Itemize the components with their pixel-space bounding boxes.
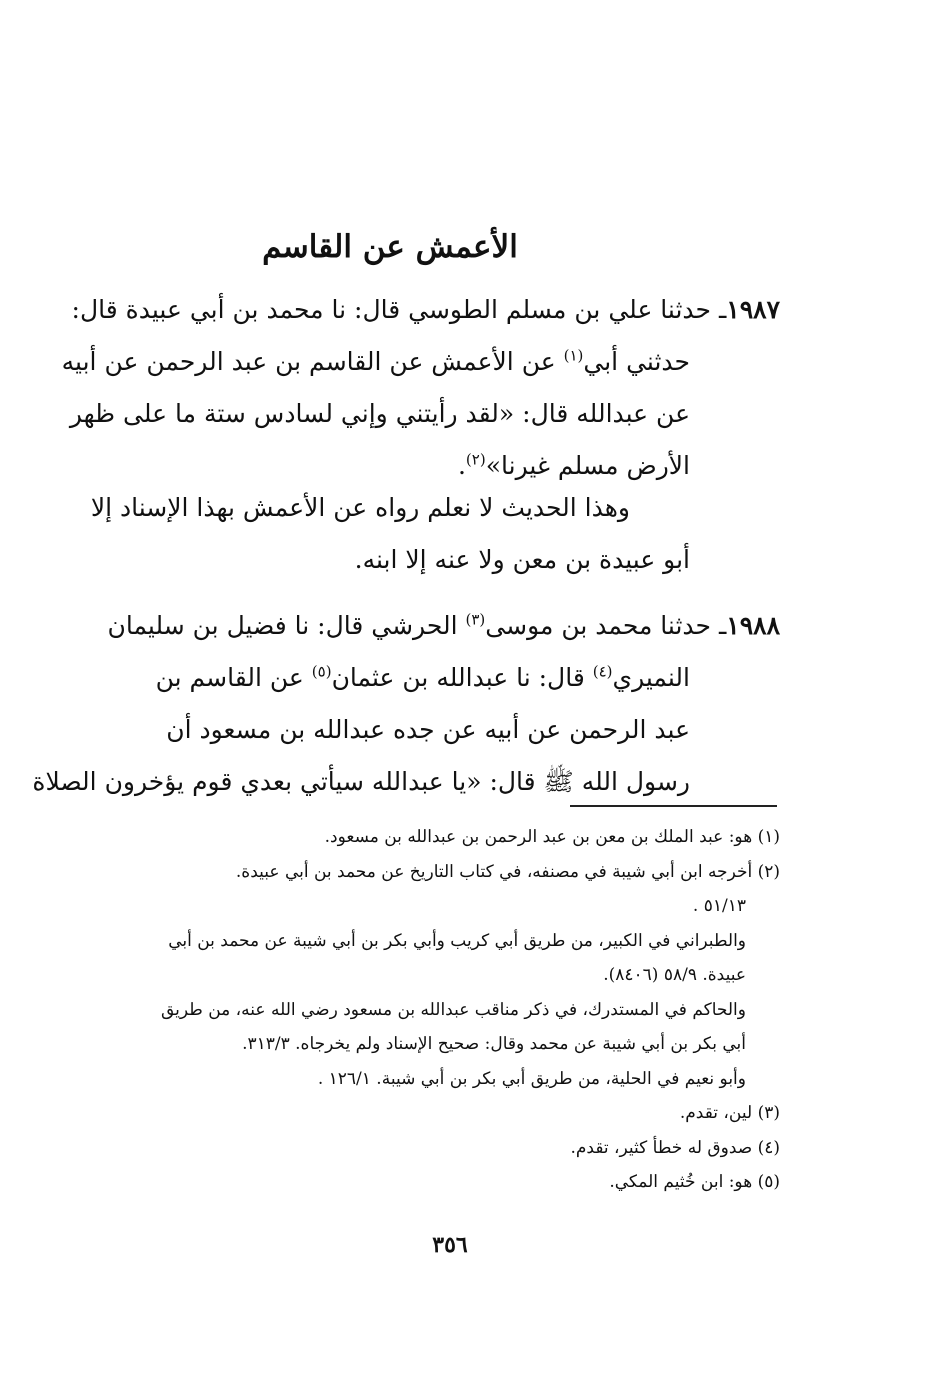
footnote-3: (٣) لين، تقدم. — [679, 1103, 780, 1123]
hadith-1987-line-1: ١٩٨٧ـ حدثنا علي بن مسلم الطوسي قال: نا محمد بن أبي عبيدة قال: — [71, 295, 780, 324]
hadith-1987-line-2: حدثني أبي$^{(١)}$ عن الأعمش عن القاسم بن عبد الرحمن عن أبيه — [61, 346, 690, 376]
hadith-1988-line-2: النميري$^{(٤)}$ قال: نا عبدالله بن عثمان$^{(٥)}$ عن القاسم بن — [155, 662, 690, 692]
section-heading: الأعمش عن القاسم — [262, 229, 518, 265]
comment-line-2: أبو عبيدة بن معن ولا عنه إلا ابنه. — [354, 545, 690, 574]
footnote-2-hakim-cont: أبي بكر بن أبي شيبة عن محمد وقال: صحيح الإسناد ولم يخرجاه. ٣١٣/٣. — [242, 1034, 746, 1054]
hadith-1988-line-4: رسول الله ﷺ قال: «يا عبدالله سيأتي بعدي قوم يؤخرون الصلاة — [32, 767, 690, 796]
footnote-4: (٤) صدوق له خطأ كثير، تقدم. — [570, 1137, 780, 1158]
footnote-2-tabarani: والطبراني في الكبير، من طريق أبي كريب وأبي بكر بن أبي شيبة عن محمد بن أبي — [168, 930, 746, 951]
hadith-1987-line-3: عن عبدالله قال: «لقد رأيتني وإني لسادس ستة ما على ظهر — [69, 399, 690, 428]
hadith-1988-line-1: ١٩٨٨ـ حدثنا محمد بن موسى$^{(٣)}$ الحرشي قال: نا فضيل بن سليمان — [107, 610, 780, 640]
footnote-1: (١) هو: عبد الملك بن معن بن عبد الرحمن بن عبدالله بن مسعود. — [324, 827, 780, 847]
footnotes — [80, 820, 780, 1200]
footnote-2-hakim: والحاكم في المستدرك، في ذكر مناقب عبدالله بن مسعود رضي الله عنه، من طريق — [161, 999, 746, 1020]
footnote-2-cont: ٥١/١٣ . — [692, 896, 746, 916]
footnote-divider — [570, 805, 777, 807]
hadith-number: ١٩٨٧ — [726, 295, 780, 324]
footnote-5: (٥) هو: ابن خُثيم المكي. — [609, 1172, 780, 1192]
footnote-ref-5[interactable]: (٥) — [311, 662, 332, 681]
footnote-2-abu-nuaym: وأبو نعيم في الحلية، من طريق أبي بكر بن أبي شيبة. ١٢٦/١ . — [317, 1068, 746, 1089]
hadith-1988 — [32, 600, 780, 808]
hadith-comment — [74, 482, 780, 586]
footnote-2-tabarani-cont: عبيدة. ٥٨/٩ (٨٤٠٦). — [603, 965, 746, 985]
footnote-2: (٢) أخرجه ابن أبي شيبة في مصنفه، في كتاب التاريخ عن محمد بن أبي عبيدة. — [235, 861, 780, 882]
footnote-ref-1[interactable]: (١) — [563, 346, 584, 365]
comment-line-1: وهذا الحديث لا نعلم رواه عن الأعمش بهذا الإسناد إلا — [90, 493, 630, 522]
page-number: ٣٥٦ — [432, 1232, 468, 1258]
footnote-ref-4[interactable]: (٤) — [592, 662, 613, 681]
footnote-ref-3[interactable]: (٣) — [465, 610, 486, 629]
footnote-ref-2[interactable]: (٢) — [465, 450, 486, 469]
hadith-number: ١٩٨٨ — [726, 611, 780, 640]
hadith-1987 — [61, 284, 780, 492]
hadith-1987-line-4: الأرض مسلم غيرنا»$^{(٢)}$. — [457, 450, 690, 480]
hadith-1988-line-3: عبد الرحمن عن أبيه عن جده عبدالله بن مسعود أن — [166, 715, 690, 744]
